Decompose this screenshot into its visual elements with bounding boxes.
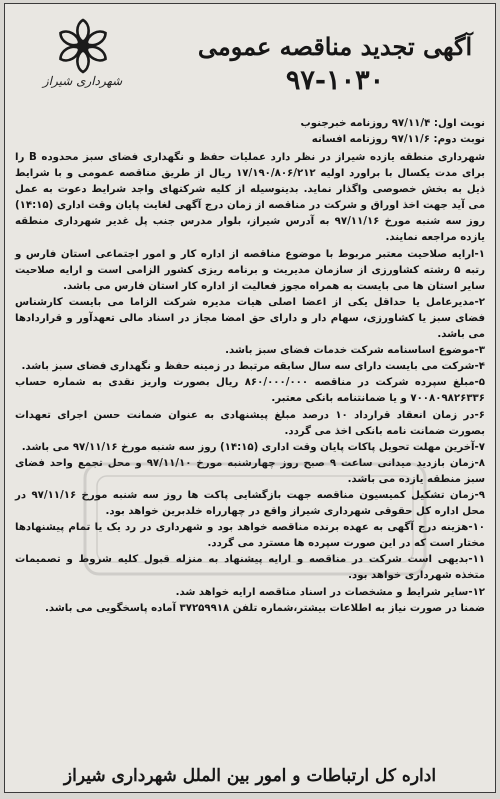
clause-9: ۹-زمان تشکیل کمیسیون مناقصه جهت بازگشایی پاکت ها روز سه شنبه مورخ ۹۷/۱۱/۱۶ در محل اداره کل حقوقی شهرداری شیراز واقع در چهارراه خلدبرین خواهد بود.	[15, 489, 485, 518]
clause-4: ۴-شرکت می بایست دارای سه سال سابقه مرتبط در زمینه حفظ و نگهداری فضای سبز باشد.	[21, 361, 485, 373]
contact-line: ضمنا در صورت نیاز به اطلاعات بیشتر،شماره تلفن ۳۷۲۵۹۹۱۸ آماده پاسخگویی می باشد.	[44, 602, 485, 614]
notice-body	[5, 148, 495, 617]
header	[5, 4, 495, 116]
notice-title: آگهی تجدید مناقصه عمومی	[197, 32, 473, 61]
clause-5: ۵-مبلغ سپرده شرکت در مناقصه ۸۶۰/۰۰۰/۰۰۰ ریال بصورت واریز نقدی به شماره حساب ۷۰۰۸۰۹۸۲۶۳۳۶ و یا ضمانتنامه بانکی معتبر.	[15, 377, 485, 405]
municipality-logo	[15, 16, 150, 96]
intro-paragraph: شهرداری منطقه یازده شیراز در نظر دارد عملیات حفظ و نگهداری فضای سبز محدوده B را برای مدت یکسال با براورد اولیه ۱۷/۱۹۰/۸۰۶/۲۱۲ ریال از طریق مناقصه عمومی و با شرایط ذیل به بخش خصوصی واگذار نماید. بدینوسیله از کلیه شرکتهای واجد شرایط دعوت به عمل می آید جهت اخذ اوراق و شرکت در مناقصه از زمان درج آگهی لغایت پایان وقت اداری (۱۴:۱۵) روز سه شنبه مورخ ۹۷/۱۱/۱۶ به آدرس شیراز، بلوار مدرس جنب پل غدیر شهرداری منطقه یازده مراجعه نمایند.	[15, 152, 486, 244]
second-publication: نوبت دوم: ۹۷/۱۱/۶ روزنامه افسانه	[311, 134, 485, 145]
title-block	[185, 10, 485, 100]
clause-1: ۱-ارایه صلاحیت معتبر مربوط با موضوع مناقصه از اداره کار و امور اجتماعی استان فارس و رتبه ۵ رشته کشاورزی از سازمان مدیریت و برنامه ریزی کشور الزامی است و ارایه صلاحیت سایر استان ها می بایست به همراه مجوز فعالیت از اداره کار استان فارس می باشد.	[15, 248, 485, 292]
clause-3: ۳-موضوع اساسنامه شرکت خدمات فضای سبز باشد.	[225, 345, 485, 357]
footer-signature: اداره کل ارتباطات و امور بین الملل شهرداری شیراز	[63, 766, 437, 786]
clause-10: ۱۰-هزینه درج آگهی به عهده برنده مناقصه خواهد بود و شهرداری در رد یک یا تمام پیشنهادها مختار است که در این صورت سپرده ها مسترد می گردد.	[15, 522, 485, 550]
clause-8: ۸-زمان بازدید میدانی ساعت ۹ صبح روز چهارشنبه مورخ ۹۷/۱۱/۱۰ و محل تجمع واحد فضای سبز منطقه یازده می باشد.	[15, 457, 485, 485]
flower-logo-icon	[53, 16, 113, 76]
clause-6: ۶-در زمان انعقاد قرارداد ۱۰ درصد مبلغ پیشنهادی به عنوان ضمانت حسن اجرای تعهدات بصورت ضمانت نامه بانکی اخذ می گردد.	[15, 409, 485, 437]
clause-12: ۱۲-سایر شرایط و مشخصات در اسناد مناقصه ارایه خواهد شد.	[175, 586, 485, 598]
first-publication: نوبت اول: ۹۷/۱۱/۴ روزنامه خبرجنوب	[300, 118, 485, 129]
clause-2: ۲-مدیرعامل یا حداقل یکی از اعضا اصلی هیات مدیره شرکت الزاما می بایست کارشناس فضای سبز یا کشاورزی، سهام دار و دارای حق امضا مجاز در اسناد مالی تعهدآور و قراردادها می باشد.	[15, 296, 485, 341]
advertisement-page	[4, 3, 496, 793]
publication-info	[5, 116, 495, 148]
clause-11: ۱۱-بدیهی است شرکت در مناقصه و ارایه پیشنهاد به منزله قبول کلیه شروط و تصمیمات متخذه شهرداری خواهد بود.	[15, 554, 485, 582]
clause-7: ۷-آخرین مهلت تحویل پاکات پایان وقت اداری (۱۴:۱۵) روز سه شنبه مورخ ۹۷/۱۱/۱۶ می باشد.	[21, 441, 485, 453]
tender-number: ۹۷-۱۰۳۰	[285, 65, 385, 96]
logo-caption: شهرداری شیراز	[42, 74, 123, 88]
